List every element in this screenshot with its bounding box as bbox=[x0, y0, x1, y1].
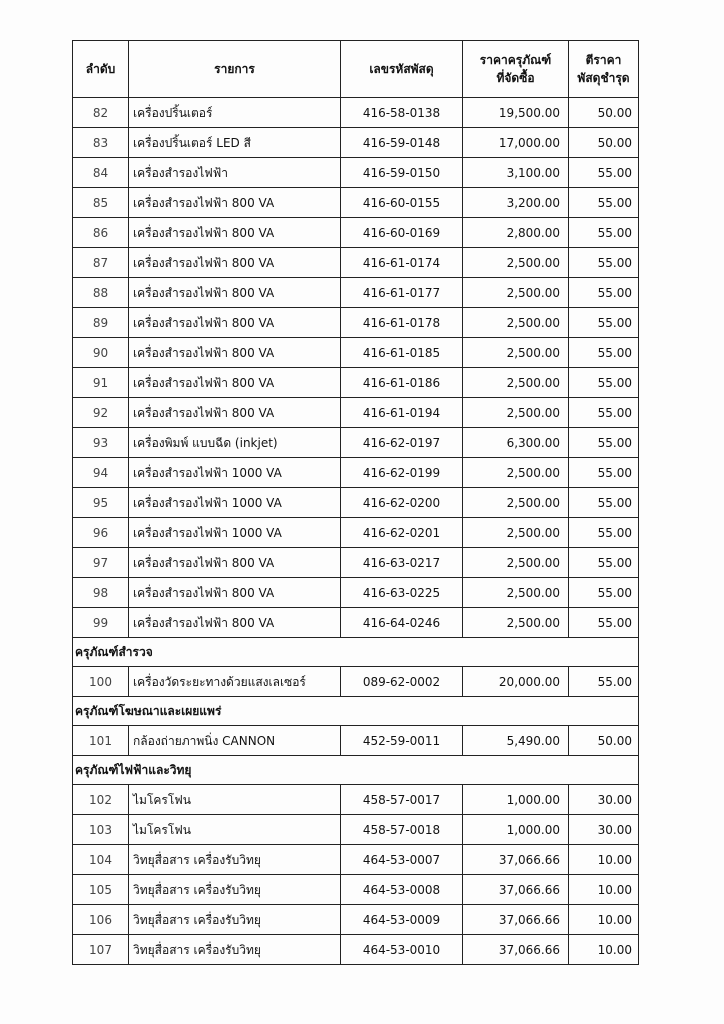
damaged-valuation: 55.00 bbox=[569, 188, 639, 218]
table-row bbox=[73, 158, 639, 188]
damaged-valuation: 10.00 bbox=[569, 845, 639, 875]
purchase-price: 2,500.00 bbox=[463, 458, 569, 488]
purchase-price: 19,500.00 bbox=[463, 98, 569, 128]
damaged-valuation: 55.00 bbox=[569, 398, 639, 428]
header-no: ลำดับ bbox=[73, 41, 129, 98]
category-label: ครุภัณฑ์สำรวจ bbox=[73, 638, 639, 667]
damaged-valuation: 55.00 bbox=[569, 458, 639, 488]
item-description: เครื่องสำรองไฟฟ้า 800 VA bbox=[129, 248, 341, 278]
damaged-valuation: 30.00 bbox=[569, 815, 639, 845]
row-number: 104 bbox=[73, 845, 129, 875]
item-description: เครื่องสำรองไฟฟ้า 800 VA bbox=[129, 308, 341, 338]
item-description: เครื่องสำรองไฟฟ้า 1000 VA bbox=[129, 458, 341, 488]
item-code: 464-53-0007 bbox=[341, 845, 463, 875]
item-description: เครื่องสำรองไฟฟ้า 800 VA bbox=[129, 548, 341, 578]
item-description: เครื่องสำรองไฟฟ้า 800 VA bbox=[129, 218, 341, 248]
row-number: 97 bbox=[73, 548, 129, 578]
purchase-price: 2,500.00 bbox=[463, 338, 569, 368]
table-row bbox=[73, 398, 639, 428]
table-row bbox=[73, 188, 639, 218]
damaged-valuation: 55.00 bbox=[569, 428, 639, 458]
row-number: 102 bbox=[73, 785, 129, 815]
purchase-price: 2,500.00 bbox=[463, 578, 569, 608]
header-purchase-price: ราคาครุภัณฑ์ ที่จัดซื้อ bbox=[463, 41, 569, 98]
item-code: 416-63-0217 bbox=[341, 548, 463, 578]
table-row bbox=[73, 308, 639, 338]
item-code: 416-62-0197 bbox=[341, 428, 463, 458]
table-row bbox=[73, 667, 639, 697]
item-code: 089-62-0002 bbox=[341, 667, 463, 697]
item-description: เครื่องสำรองไฟฟ้า bbox=[129, 158, 341, 188]
purchase-price: 2,500.00 bbox=[463, 278, 569, 308]
header-damaged-valuation: ตีราคา พัสดุชำรุด bbox=[569, 41, 639, 98]
row-number: 90 bbox=[73, 338, 129, 368]
table-row bbox=[73, 368, 639, 398]
category-row bbox=[73, 697, 639, 726]
table-row bbox=[73, 128, 639, 158]
damaged-valuation: 30.00 bbox=[569, 785, 639, 815]
row-number: 93 bbox=[73, 428, 129, 458]
table-row bbox=[73, 458, 639, 488]
damaged-valuation: 55.00 bbox=[569, 667, 639, 697]
table-row bbox=[73, 278, 639, 308]
table-row bbox=[73, 935, 639, 965]
item-description: เครื่องวัดระยะทางด้วยแสงเลเซอร์ bbox=[129, 667, 341, 697]
item-description: เครื่องสำรองไฟฟ้า 800 VA bbox=[129, 278, 341, 308]
item-description: เครื่องปริ้นเตอร์ LED สี bbox=[129, 128, 341, 158]
damaged-valuation: 10.00 bbox=[569, 935, 639, 965]
item-code: 416-61-0194 bbox=[341, 398, 463, 428]
item-description: เครื่องสำรองไฟฟ้า 800 VA bbox=[129, 368, 341, 398]
item-code: 458-57-0017 bbox=[341, 785, 463, 815]
item-description: วิทยุสื่อสาร เครื่องรับวิทยุ bbox=[129, 845, 341, 875]
damaged-valuation: 55.00 bbox=[569, 248, 639, 278]
table-row bbox=[73, 548, 639, 578]
item-code: 416-61-0177 bbox=[341, 278, 463, 308]
item-description: กล้องถ่ายภาพนิ่ง CANNON bbox=[129, 726, 341, 756]
purchase-price: 37,066.66 bbox=[463, 935, 569, 965]
item-description: เครื่องสำรองไฟฟ้า 1000 VA bbox=[129, 518, 341, 548]
purchase-price: 20,000.00 bbox=[463, 667, 569, 697]
row-number: 89 bbox=[73, 308, 129, 338]
header-description: รายการ bbox=[129, 41, 341, 98]
row-number: 83 bbox=[73, 128, 129, 158]
category-row bbox=[73, 638, 639, 667]
row-number: 84 bbox=[73, 158, 129, 188]
header-code-number: เลขรหัสพัสดุ bbox=[341, 41, 463, 98]
item-code: 464-53-0009 bbox=[341, 905, 463, 935]
purchase-price: 3,200.00 bbox=[463, 188, 569, 218]
item-code: 416-62-0200 bbox=[341, 488, 463, 518]
item-description: วิทยุสื่อสาร เครื่องรับวิทยุ bbox=[129, 905, 341, 935]
item-code: 416-58-0138 bbox=[341, 98, 463, 128]
row-number: 86 bbox=[73, 218, 129, 248]
row-number: 94 bbox=[73, 458, 129, 488]
item-description: เครื่องปริ้นเตอร์ bbox=[129, 98, 341, 128]
item-description: เครื่องสำรองไฟฟ้า 800 VA bbox=[129, 608, 341, 638]
table-row bbox=[73, 905, 639, 935]
row-number: 91 bbox=[73, 368, 129, 398]
row-number: 88 bbox=[73, 278, 129, 308]
row-number: 99 bbox=[73, 608, 129, 638]
item-description: วิทยุสื่อสาร เครื่องรับวิทยุ bbox=[129, 875, 341, 905]
item-description: ไมโครโฟน bbox=[129, 785, 341, 815]
item-code: 416-64-0246 bbox=[341, 608, 463, 638]
purchase-price: 1,000.00 bbox=[463, 785, 569, 815]
row-number: 101 bbox=[73, 726, 129, 756]
damaged-valuation: 50.00 bbox=[569, 128, 639, 158]
item-code: 416-59-0150 bbox=[341, 158, 463, 188]
damaged-valuation: 55.00 bbox=[569, 608, 639, 638]
damaged-valuation: 50.00 bbox=[569, 726, 639, 756]
table-row bbox=[73, 248, 639, 278]
table-body bbox=[73, 98, 639, 965]
item-code: 416-63-0225 bbox=[341, 578, 463, 608]
purchase-price: 2,500.00 bbox=[463, 548, 569, 578]
purchase-price: 1,000.00 bbox=[463, 815, 569, 845]
table-row bbox=[73, 428, 639, 458]
table-row bbox=[73, 608, 639, 638]
purchase-price: 17,000.00 bbox=[463, 128, 569, 158]
item-code: 452-59-0011 bbox=[341, 726, 463, 756]
category-label: ครุภัณฑ์โฆษณาและเผยแพร่ bbox=[73, 697, 639, 726]
damaged-valuation: 55.00 bbox=[569, 578, 639, 608]
damaged-valuation: 10.00 bbox=[569, 905, 639, 935]
purchase-price: 2,500.00 bbox=[463, 398, 569, 428]
row-number: 87 bbox=[73, 248, 129, 278]
damaged-valuation: 50.00 bbox=[569, 98, 639, 128]
table-row bbox=[73, 578, 639, 608]
row-number: 107 bbox=[73, 935, 129, 965]
table-row bbox=[73, 488, 639, 518]
row-number: 85 bbox=[73, 188, 129, 218]
row-number: 98 bbox=[73, 578, 129, 608]
item-description: เครื่องสำรองไฟฟ้า 800 VA bbox=[129, 578, 341, 608]
purchase-price: 5,490.00 bbox=[463, 726, 569, 756]
table-row bbox=[73, 875, 639, 905]
item-code: 464-53-0010 bbox=[341, 935, 463, 965]
category-label: ครุภัณฑ์ไฟฟ้าและวิทยุ bbox=[73, 756, 639, 785]
item-description: เครื่องสำรองไฟฟ้า 1000 VA bbox=[129, 488, 341, 518]
damaged-valuation: 10.00 bbox=[569, 875, 639, 905]
purchase-price: 6,300.00 bbox=[463, 428, 569, 458]
damaged-valuation: 55.00 bbox=[569, 308, 639, 338]
purchase-price: 37,066.66 bbox=[463, 845, 569, 875]
row-number: 103 bbox=[73, 815, 129, 845]
purchase-price: 2,500.00 bbox=[463, 308, 569, 338]
table-header-row bbox=[73, 41, 639, 98]
row-number: 100 bbox=[73, 667, 129, 697]
damaged-valuation: 55.00 bbox=[569, 158, 639, 188]
item-code: 416-59-0148 bbox=[341, 128, 463, 158]
item-description: เครื่องสำรองไฟฟ้า 800 VA bbox=[129, 398, 341, 428]
row-number: 105 bbox=[73, 875, 129, 905]
table-row bbox=[73, 726, 639, 756]
item-code: 416-61-0186 bbox=[341, 368, 463, 398]
purchase-price: 2,500.00 bbox=[463, 488, 569, 518]
purchase-price: 37,066.66 bbox=[463, 905, 569, 935]
table-row bbox=[73, 338, 639, 368]
row-number: 82 bbox=[73, 98, 129, 128]
item-description: เครื่องพิมพ์ แบบฉีด (inkjet) bbox=[129, 428, 341, 458]
item-description: เครื่องสำรองไฟฟ้า 800 VA bbox=[129, 338, 341, 368]
item-code: 416-61-0174 bbox=[341, 248, 463, 278]
item-code: 416-61-0185 bbox=[341, 338, 463, 368]
purchase-price: 37,066.66 bbox=[463, 875, 569, 905]
item-code: 416-60-0155 bbox=[341, 188, 463, 218]
item-code: 416-62-0199 bbox=[341, 458, 463, 488]
damaged-valuation: 55.00 bbox=[569, 518, 639, 548]
purchase-price: 2,500.00 bbox=[463, 518, 569, 548]
item-description: เครื่องสำรองไฟฟ้า 800 VA bbox=[129, 188, 341, 218]
table-row bbox=[73, 845, 639, 875]
table-row bbox=[73, 785, 639, 815]
item-code: 458-57-0018 bbox=[341, 815, 463, 845]
damaged-valuation: 55.00 bbox=[569, 548, 639, 578]
purchase-price: 2,800.00 bbox=[463, 218, 569, 248]
table-row bbox=[73, 815, 639, 845]
purchase-price: 2,500.00 bbox=[463, 608, 569, 638]
category-row bbox=[73, 756, 639, 785]
row-number: 92 bbox=[73, 398, 129, 428]
row-number: 95 bbox=[73, 488, 129, 518]
row-number: 96 bbox=[73, 518, 129, 548]
table-row bbox=[73, 98, 639, 128]
purchase-price: 3,100.00 bbox=[463, 158, 569, 188]
item-code: 416-62-0201 bbox=[341, 518, 463, 548]
table-row bbox=[73, 218, 639, 248]
purchase-price: 2,500.00 bbox=[463, 368, 569, 398]
damaged-valuation: 55.00 bbox=[569, 368, 639, 398]
item-description: วิทยุสื่อสาร เครื่องรับวิทยุ bbox=[129, 935, 341, 965]
damaged-valuation: 55.00 bbox=[569, 488, 639, 518]
damaged-valuation: 55.00 bbox=[569, 278, 639, 308]
asset-table bbox=[72, 40, 639, 965]
purchase-price: 2,500.00 bbox=[463, 248, 569, 278]
damaged-valuation: 55.00 bbox=[569, 338, 639, 368]
item-code: 416-60-0169 bbox=[341, 218, 463, 248]
row-number: 106 bbox=[73, 905, 129, 935]
damaged-valuation: 55.00 bbox=[569, 218, 639, 248]
item-code: 464-53-0008 bbox=[341, 875, 463, 905]
item-code: 416-61-0178 bbox=[341, 308, 463, 338]
table-row bbox=[73, 518, 639, 548]
item-description: ไมโครโฟน bbox=[129, 815, 341, 845]
